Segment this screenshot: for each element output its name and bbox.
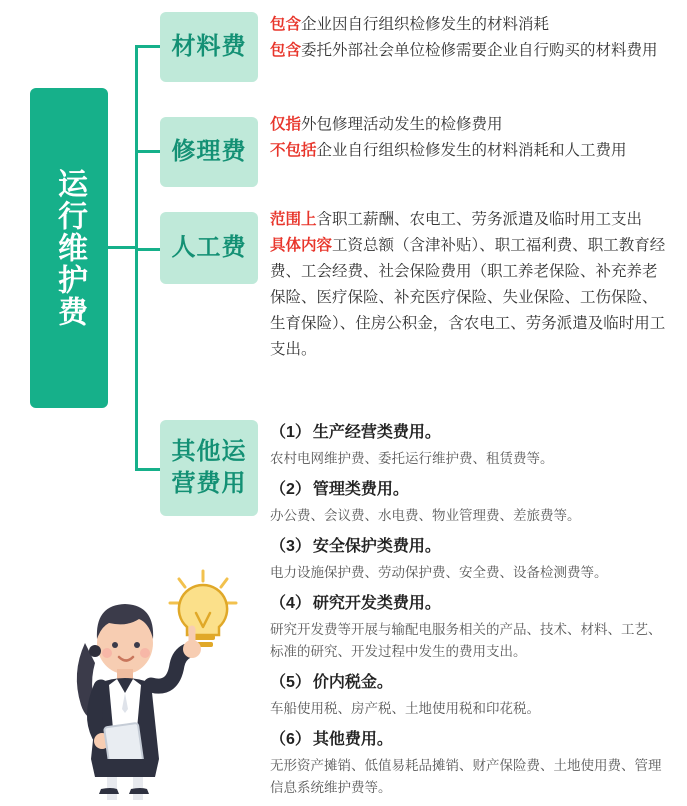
other-item-head — [270, 420, 670, 446]
highlight-text: 包含 — [270, 16, 302, 33]
other-item-number: （1） — [270, 424, 311, 441]
body-text: 委托外部社会单位检修需要企业自行购买的材料费用 — [301, 42, 658, 59]
highlight-text: 具体内容 — [270, 237, 333, 254]
highlight-text: 仅指 — [270, 116, 302, 133]
other-item-head — [270, 591, 670, 617]
body-text: 工资总额（含津补贴）、职工福利费、职工教育经费、工会经费、社会保险费用（职工养老保险、补充养老保险、医疗保险、补充医疗保险、失业保险、工伤保险、生育保险）、住房公积金，含农电工、劳务派遣及临时用工支出。 — [270, 237, 666, 358]
branch-label-material-fee[interactable]: 材料费 — [160, 12, 258, 82]
highlight-text: 不包括 — [270, 142, 317, 159]
branch-label-labor-fee[interactable]: 人工费 — [160, 212, 258, 284]
illustration-woman-with-idea-bulb — [55, 565, 255, 800]
content-line — [270, 138, 670, 164]
content-line — [270, 207, 670, 233]
other-item-number: （4） — [270, 595, 311, 612]
branch-label-other-operating-fee[interactable]: 其他运营费用 — [160, 420, 258, 516]
other-item-body: 电力设施保护费、劳动保护费、安全费、设备检测费等。 — [270, 565, 608, 580]
content-line — [270, 12, 670, 38]
other-item-number: （3） — [270, 538, 311, 555]
other-item-head — [270, 534, 670, 560]
other-item-head — [270, 670, 670, 696]
highlight-text: 包含 — [270, 42, 302, 59]
highlight-text: 范围上 — [270, 211, 317, 228]
other-item-number: （5） — [270, 674, 311, 691]
root-node: 运行维护费 — [30, 88, 108, 408]
other-item-body: 无形资产摊销、低值易耗品摊销、财产保险费、土地使用费、管理信息系统维护费等。 — [270, 758, 662, 795]
branch-content-labor-fee — [270, 207, 670, 363]
other-item-body: 办公费、会议费、水电费、物业管理费、差旅费等。 — [270, 508, 581, 523]
other-item-number: （2） — [270, 481, 311, 498]
other-item-head — [270, 727, 670, 753]
other-item-title: 价内税金。 — [312, 674, 393, 691]
connector-branch-2 — [135, 150, 160, 153]
branch-content-material-fee — [270, 12, 670, 64]
connector-branch-4 — [135, 468, 160, 471]
branch-content-other-operating-fee — [270, 420, 670, 806]
other-item-title: 生产经营类费用。 — [312, 424, 441, 441]
connector-branch-3 — [135, 248, 160, 251]
body-text: 外包修理活动发生的检修费用 — [301, 116, 503, 133]
other-item-body: 车船使用税、房产税、土地使用税和印花税。 — [270, 701, 540, 716]
content-line — [270, 112, 670, 138]
branch-label-repair-fee[interactable]: 修理费 — [160, 117, 258, 187]
other-item-head — [270, 477, 670, 503]
other-item-title: 其他费用。 — [312, 731, 393, 748]
other-item-body: 农村电网维护费、委托运行维护费、租赁费等。 — [270, 451, 554, 466]
content-line — [270, 38, 670, 64]
other-item-title: 管理类费用。 — [312, 481, 409, 498]
body-text: 含职工薪酬、农电工、劳务派遣及临时用工支出 — [316, 211, 643, 228]
body-text: 企业因自行组织检修发生的材料消耗 — [301, 16, 550, 33]
lightbulb-icon — [170, 571, 236, 647]
body-text: 企业自行组织检修发生的材料消耗和人工费用 — [316, 142, 627, 159]
other-item-title: 安全保护类费用。 — [312, 538, 441, 555]
branch-content-repair-fee — [270, 112, 670, 164]
other-item-number: （6） — [270, 731, 311, 748]
other-item-body: 研究开发费等开展与输配电服务相关的产品、技术、材料、工艺、标准的研究、开发过程中发生的费用支出。 — [270, 622, 662, 659]
other-item-title: 研究开发类费用。 — [312, 595, 441, 612]
content-line — [270, 233, 670, 363]
connector-branch-1 — [135, 45, 160, 48]
connector-trunk — [135, 45, 138, 470]
connector-root-stub — [108, 246, 136, 249]
